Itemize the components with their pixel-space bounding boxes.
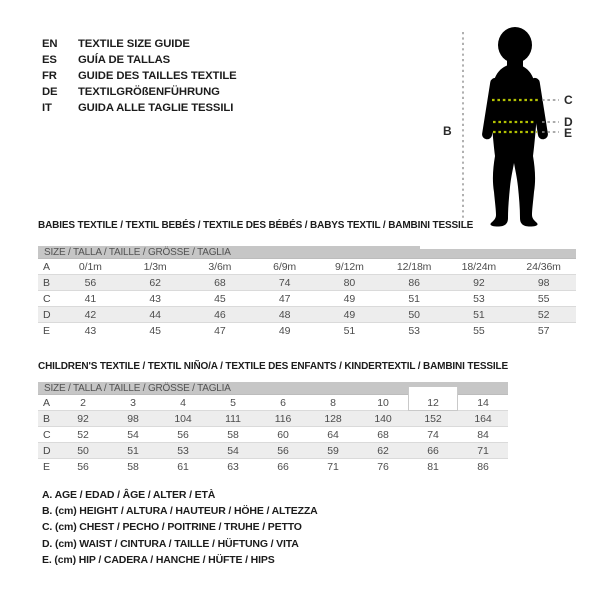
lang-code: FR <box>42 69 57 82</box>
value-cell: 76 <box>377 460 389 473</box>
value-cell: 48 <box>278 308 291 321</box>
lang-title: GUIDE DES TAILLES TEXTILE <box>78 69 237 82</box>
legend-item: B. (cm) HEIGHT / ALTURA / HAUTEUR / HÖHE / ALTEZZA <box>42 505 318 518</box>
lang-code: DE <box>42 85 58 98</box>
table-row <box>38 274 576 290</box>
value-cell: 3/6m <box>208 260 232 273</box>
babies-table-title: BABIES TEXTILE / TEXTIL BEBÉS / TEXTILE DES BÉBÉS / BABYS TEXTIL / BAMBINI TESSILE <box>38 220 474 231</box>
table-row <box>38 395 508 410</box>
legend-item: D. (cm) WAIST / CINTURA / TAILLE / HÜFTUNG / VITA <box>42 537 299 550</box>
value-cell: 50 <box>408 308 420 321</box>
table-row <box>38 259 576 274</box>
row-label-cell: A <box>43 260 50 273</box>
table-rows <box>38 259 576 338</box>
value-cell: 111 <box>225 412 241 425</box>
value-cell: 49 <box>343 292 356 305</box>
lang-title: GUÍA DE TALLAS <box>78 53 171 66</box>
value-cell: 55 <box>537 292 550 305</box>
value-cell: 54 <box>227 444 239 457</box>
value-cell: 98 <box>537 276 550 289</box>
table-row <box>38 322 576 338</box>
value-cell: 12 <box>427 396 439 409</box>
value-cell: 4 <box>180 396 186 409</box>
table-row <box>38 410 508 426</box>
value-cell: 53 <box>408 324 420 337</box>
value-cell: 92 <box>77 412 89 425</box>
value-cell: 47 <box>278 292 291 305</box>
value-cell: 6/9m <box>273 260 297 273</box>
value-cell: 64 <box>327 428 339 441</box>
value-cell: 52 <box>537 308 550 321</box>
value-cell: 53 <box>473 292 485 305</box>
value-cell: 152 <box>424 412 442 425</box>
value-cell: 60 <box>277 428 289 441</box>
language-guide <box>42 37 237 117</box>
legend <box>42 487 318 568</box>
size-header-label: SIZE / TALLA / TAILLE / GRÖSSE / TAGLIA <box>44 247 231 258</box>
children-table <box>38 382 508 474</box>
children-table-title: CHILDREN'S TEXTILE / TEXTIL NIÑO/A / TEXTILE DES ENFANTS / KINDERTEXTIL / BAMBINI TESSILE <box>38 361 508 372</box>
table-row <box>38 458 508 474</box>
value-cell: 49 <box>343 308 356 321</box>
value-cell: 71 <box>477 444 489 457</box>
value-cell: 68 <box>377 428 389 441</box>
legend-item: E. (cm) HIP / CADERA / HANCHE / HÜFTE / HIPS <box>42 553 275 566</box>
lang-code: IT <box>42 101 52 114</box>
height-label: B <box>443 124 452 138</box>
value-cell: 58 <box>127 460 139 473</box>
value-cell: 5 <box>230 396 236 409</box>
lang-row <box>42 53 237 69</box>
value-cell: 10 <box>377 396 389 409</box>
lang-title: TEXTILE SIZE GUIDE <box>78 38 190 50</box>
value-cell: 46 <box>214 308 226 321</box>
chest-label: C <box>564 93 573 107</box>
value-cell: 104 <box>174 412 192 425</box>
row-label-cell: B <box>43 412 50 425</box>
table-rows <box>38 395 508 474</box>
lang-title: TEXTILGRÖßENFÜHRUNG <box>78 85 220 98</box>
value-cell: 45 <box>214 292 226 305</box>
value-cell: 45 <box>149 324 161 337</box>
value-cell: 81 <box>427 460 439 473</box>
value-cell: 56 <box>277 444 289 457</box>
value-cell: 62 <box>377 444 389 457</box>
value-cell: 84 <box>477 428 489 441</box>
value-cell: 9/12m <box>335 260 364 273</box>
table-row <box>38 426 508 442</box>
value-cell: 56 <box>177 428 189 441</box>
table-row <box>38 442 508 458</box>
legend-item: C. (cm) CHEST / PECHO / POITRINE / TRUHE / PETTO <box>42 521 302 534</box>
value-cell: 66 <box>277 460 289 473</box>
row-label-cell: E <box>43 460 50 473</box>
value-cell: 59 <box>327 444 339 457</box>
value-cell: 47 <box>214 324 226 337</box>
child-figure <box>435 10 595 235</box>
table-row <box>38 290 576 306</box>
legend-item: A. AGE / EDAD / ÂGE / ALTER / ETÀ <box>42 489 216 501</box>
lang-code: ES <box>42 53 57 66</box>
table-row <box>38 306 576 322</box>
value-cell: 8 <box>330 396 336 409</box>
size-header-label: SIZE / TALLA / TAILLE / GRÖSSE / TAGLIA <box>44 383 231 394</box>
value-cell: 66 <box>427 444 439 457</box>
row-label-cell: C <box>43 428 51 441</box>
size-header-band <box>38 246 576 259</box>
value-cell: 61 <box>177 460 189 473</box>
row-label-cell: D <box>43 444 51 457</box>
value-cell: 63 <box>227 460 239 473</box>
value-cell: 51 <box>473 308 485 321</box>
value-cell: 51 <box>408 292 420 305</box>
value-cell: 140 <box>374 412 392 425</box>
value-cell: 128 <box>324 412 342 425</box>
value-cell: 116 <box>274 412 292 425</box>
value-cell: 24/36m <box>526 260 561 273</box>
value-cell: 12/18m <box>396 260 432 273</box>
value-cell: 6 <box>280 396 286 409</box>
value-cell: 56 <box>84 276 97 289</box>
value-cell: 68 <box>214 276 226 289</box>
value-cell: 58 <box>227 428 239 441</box>
value-cell: 80 <box>343 276 356 289</box>
value-cell: 54 <box>127 428 139 441</box>
value-cell: 42 <box>84 308 97 321</box>
value-cell: 41 <box>84 292 97 305</box>
value-cell: 86 <box>408 276 420 289</box>
value-cell: 56 <box>77 460 89 473</box>
lang-row <box>42 37 237 53</box>
value-cell: 164 <box>474 412 492 425</box>
value-cell: 0/1m <box>78 260 102 273</box>
value-cell: 43 <box>149 292 161 305</box>
lang-row <box>42 85 237 101</box>
value-cell: 51 <box>127 444 139 457</box>
waist-label: D <box>564 115 573 129</box>
value-cell: 51 <box>343 324 356 337</box>
band-notch <box>420 246 576 249</box>
value-cell: 52 <box>77 428 89 441</box>
value-cell: 98 <box>127 412 139 425</box>
lang-row <box>42 101 237 117</box>
value-cell: 1/3m <box>143 260 167 273</box>
babies-table <box>38 246 576 338</box>
value-cell: 50 <box>77 444 89 457</box>
value-cell: 53 <box>177 444 189 457</box>
row-label-cell: D <box>43 308 51 321</box>
value-cell: 43 <box>84 324 97 337</box>
value-cell: 62 <box>149 276 161 289</box>
value-cell: 57 <box>537 324 550 337</box>
lang-row <box>42 69 237 85</box>
value-cell: 86 <box>477 460 489 473</box>
child-silhouette <box>481 27 548 227</box>
row-label-cell: B <box>43 276 50 289</box>
value-cell: 3 <box>130 396 136 409</box>
row-label-cell: E <box>43 324 50 337</box>
value-cell: 49 <box>278 324 291 337</box>
hip-label: E <box>564 126 573 140</box>
value-cell: 55 <box>473 324 485 337</box>
lang-title: GUIDA ALLE TAGLIE TESSILI <box>78 101 234 114</box>
row-label-cell: A <box>43 396 50 409</box>
value-cell: 44 <box>149 308 161 321</box>
value-cell: 14 <box>477 396 489 409</box>
row-label-cell: C <box>43 292 51 305</box>
value-cell: 74 <box>427 428 439 441</box>
value-cell: 74 <box>278 276 291 289</box>
value-cell: 92 <box>473 276 485 289</box>
value-cell: 2 <box>80 396 86 409</box>
lang-code: EN <box>42 38 58 50</box>
value-cell: 71 <box>327 460 339 473</box>
value-cell: 18/24m <box>461 260 497 273</box>
